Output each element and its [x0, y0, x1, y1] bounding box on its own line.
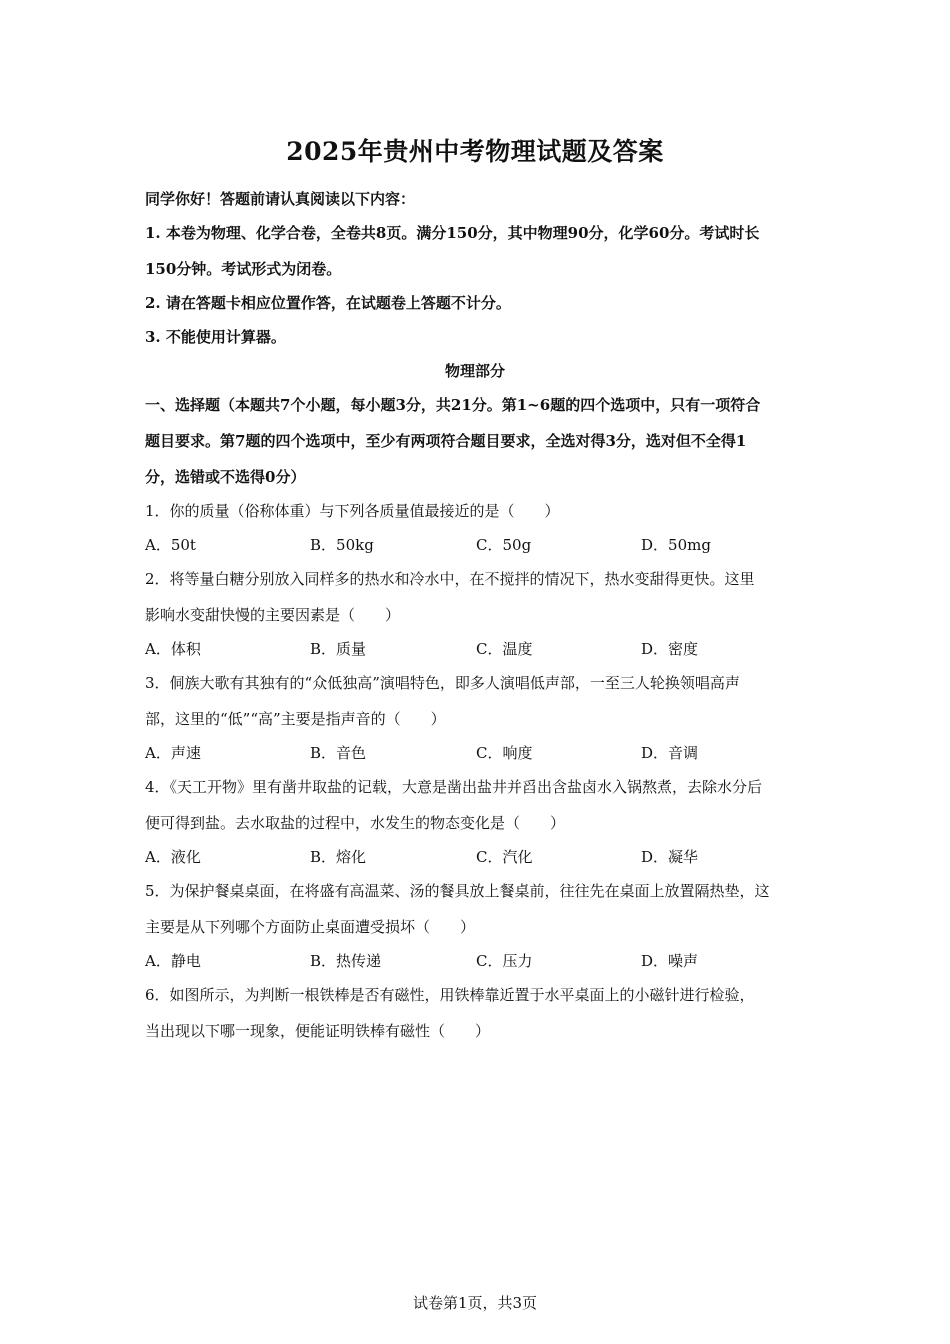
- section-title: 物理部分: [444, 362, 505, 380]
- question-1-option-a: A．50t: [145, 536, 196, 554]
- question-2-option-a: A．体积: [145, 640, 201, 658]
- question-4-option-c: C．汽化: [476, 848, 533, 866]
- notice-item-2: 2. 请在答题卡相应位置作答，在试题卷上答题不计分。: [145, 294, 511, 312]
- page-title: 2025年贵州中考物理试题及答案: [286, 137, 664, 166]
- question-2-stem-line-2: 影响水变甜快慢的主要因素是（ ）: [145, 606, 401, 624]
- question-5-stem-line-1: 5．为保护餐桌桌面，在将盛有高温菜、汤的餐具放上餐桌前，往往先在桌面上放置隔热垫，这: [145, 882, 770, 900]
- question-2-option-d: D．密度: [641, 640, 699, 658]
- part1-heading-line-1: 一、选择题（本题共7个小题，每小题3分，共21分。第1~6题的四个选项中，只有一项符合: [145, 396, 761, 414]
- question-1-option-c: C．50g: [476, 536, 532, 554]
- part1-heading-line-3: 分，选错或不选得0分）: [145, 468, 306, 486]
- question-3-option-d: D．音调: [641, 744, 699, 762]
- question-2-stem-line-1: 2．将等量白糖分别放入同样多的热水和冷水中，在不搅拌的情况下，热水变甜得更快。这里: [145, 570, 755, 588]
- question-6-stem-line-2: 当出现以下哪一现象，便能证明铁棒有磁性（ ）: [145, 1022, 491, 1040]
- question-1-option-b: B．50kg: [310, 536, 374, 554]
- question-4-option-d: D．凝华: [641, 848, 699, 866]
- page-footer: 试卷第1页，共3页: [412, 1294, 538, 1312]
- question-2-option-c: C．温度: [476, 640, 533, 658]
- question-3-stem-line-1: 3．侗族大歌有其独有的“众低独高”演唱特色，即多人演唱低声部，一至三人轮换领唱高声: [145, 674, 740, 692]
- question-4-stem-line-1: 4．《天工开物》里有凿井取盐的记载，大意是凿出盐井并舀出含盐卤水入锅熬煮，去除水分后: [145, 778, 763, 796]
- question-5-option-d: D．噪声: [641, 952, 699, 970]
- notice-item-1-cont: 150分钟。考试形式为闭卷。: [145, 260, 342, 278]
- question-4-option-a: A．液化: [145, 848, 201, 866]
- part1-heading-line-2: 题目要求。第7题的四个选项中，至少有两项符合题目要求，全选对得3分，选对但不全得1: [145, 432, 747, 450]
- question-5-option-b: B．热传递: [310, 952, 382, 970]
- question-3-option-a: A．声速: [145, 744, 201, 762]
- notice-item-3: 3. 不能使用计算器。: [145, 328, 286, 346]
- notice-item-1: 1. 本卷为物理、化学合卷，全卷共8页。满分150分，其中物理90分，化学60分。考试时长: [145, 224, 760, 242]
- question-2-option-b: B．质量: [310, 640, 367, 658]
- question-5-option-c: C．压力: [476, 952, 533, 970]
- question-1-option-d: D．50mg: [641, 536, 711, 554]
- question-3-stem-line-2: 部，这里的“低”“高”主要是指声音的（ ）: [145, 710, 446, 728]
- question-3-option-b: B．音色: [310, 744, 367, 762]
- question-1-stem: 1．你的质量（俗称体重）与下列各质量值最接近的是（ ）: [145, 502, 560, 520]
- question-5-option-a: A．静电: [145, 952, 201, 970]
- question-4-option-b: B．熔化: [310, 848, 367, 866]
- question-6-stem-line-1: 6．如图所示，为判断一根铁棒是否有磁性，用铁棒靠近置于水平桌面上的小磁针进行检验，: [145, 986, 755, 1004]
- question-4-stem-line-2: 便可得到盐。去水取盐的过程中，水发生的物态变化是（ ）: [145, 814, 566, 832]
- question-3-option-c: C．响度: [476, 744, 533, 762]
- notice-intro: 同学你好！答题前请认真阅读以下内容：: [145, 190, 416, 208]
- question-5-stem-line-2: 主要是从下列哪个方面防止桌面遭受损坏（ ）: [145, 918, 476, 936]
